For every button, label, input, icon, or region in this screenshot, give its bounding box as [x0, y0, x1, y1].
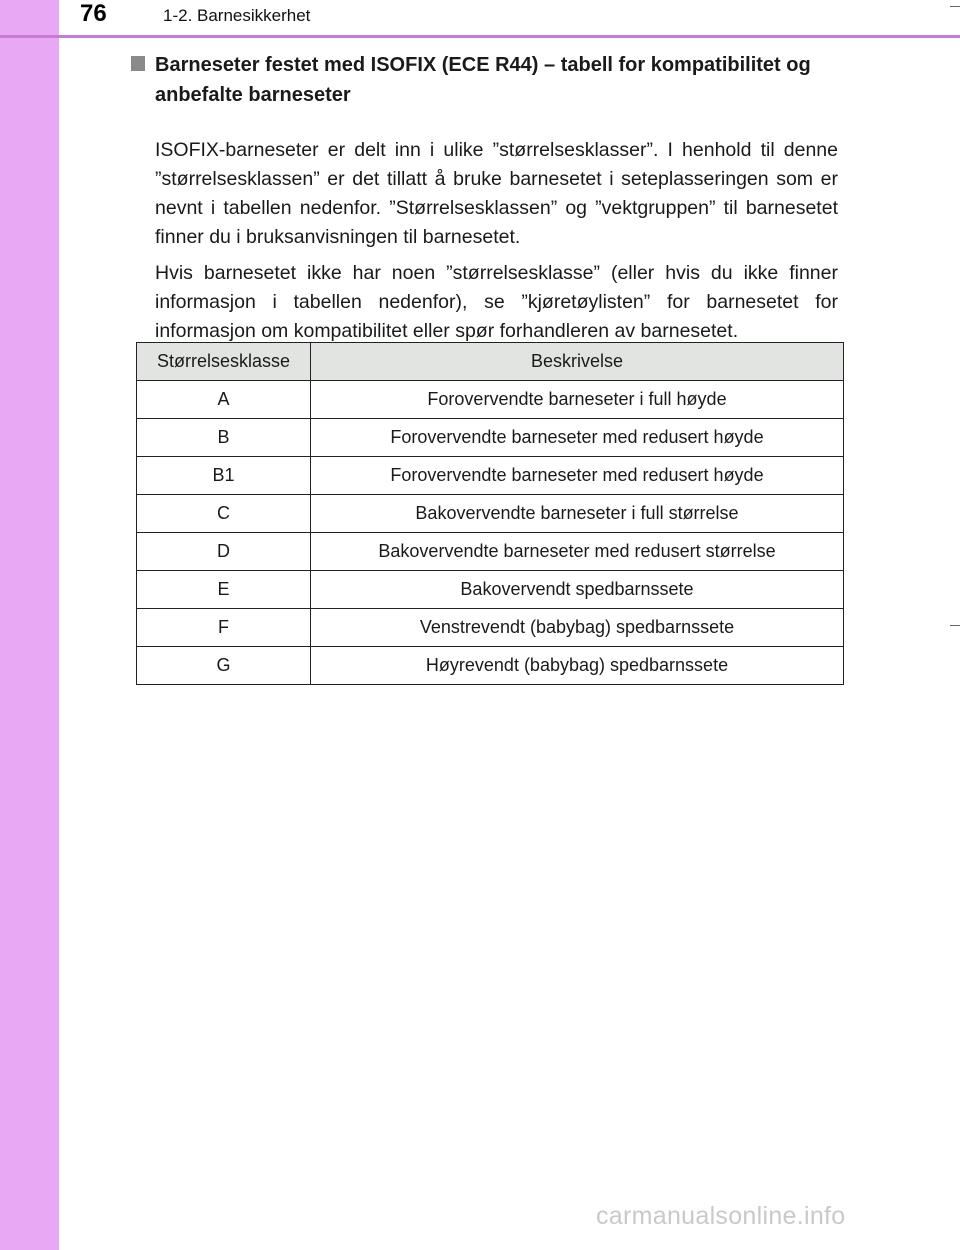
- table-row: [137, 647, 844, 685]
- header-rule: [0, 35, 960, 38]
- page-header: [0, 0, 960, 40]
- table-row: [137, 495, 844, 533]
- side-color-bar: [0, 0, 59, 1250]
- crop-mark-top: [950, 6, 960, 7]
- section-title: 1-2. Barnesikkerhet: [163, 6, 311, 25]
- page-number: 76: [80, 0, 107, 27]
- description-cell: Bakovervendte barneseter i full størrelse: [311, 495, 844, 533]
- section-heading: [131, 50, 841, 110]
- table-row: [137, 457, 844, 495]
- size-class-cell: B: [137, 419, 311, 457]
- column-header-description: Beskrivelse: [311, 343, 844, 381]
- column-header-size-class: Størrelsesklasse: [137, 343, 311, 381]
- crop-mark-middle: [950, 625, 960, 626]
- watermark: carmanualsonline.info: [596, 1202, 846, 1230]
- size-class-cell: B1: [137, 457, 311, 495]
- square-bullet-icon: [131, 56, 145, 71]
- table-row: [137, 381, 844, 419]
- description-cell: Venstrevendt (babybag) spedbarnssete: [311, 609, 844, 647]
- paragraph-no-size-class: Hvis barnesetet ikke har noen ”størrelsesklasse” (eller hvis du ikke finner informasjon i tabellen nedenfor), se ”kjøretøylisten” for barnesetet for informasjon om kompatibilitet eller spør forhandleren av barnesetet.: [155, 261, 838, 342]
- size-class-table: [136, 342, 844, 685]
- size-class-cell: E: [137, 571, 311, 609]
- table-row: [137, 571, 844, 609]
- size-class-cell: C: [137, 495, 311, 533]
- description-cell: Høyrevendt (babybag) spedbarnssete: [311, 647, 844, 685]
- size-class-cell: G: [137, 647, 311, 685]
- description-cell: Forovervendte barneseter med redusert høyde: [311, 457, 844, 495]
- paragraph-size-classes: ISOFIX-barneseter er delt inn i ulike ”størrelsesklasser”. I henhold til denne ”størrelsesklassen” er det tillatt å bruke barnesetet i seteplasseringen som er nevnt i tabellen nedenfor. ”Størrelsesklassen” og ”vektgruppen” til barnesetet finner du i bruksanvisningen til barnesetet.: [155, 138, 838, 248]
- table-row: [137, 419, 844, 457]
- table-row: [137, 609, 844, 647]
- description-cell: Forovervendte barneseter med redusert høyde: [311, 419, 844, 457]
- description-cell: Bakovervendte barneseter med redusert størrelse: [311, 533, 844, 571]
- section-heading-text: Barneseter festet med ISOFIX (ECE R44) – tabell for kompatibilitet og anbefalte barneseter: [155, 54, 811, 106]
- size-class-cell: D: [137, 533, 311, 571]
- size-class-cell: F: [137, 609, 311, 647]
- size-class-cell: A: [137, 381, 311, 419]
- description-cell: Bakovervendt spedbarnssete: [311, 571, 844, 609]
- table-row: [137, 533, 844, 571]
- description-cell: Forovervendte barneseter i full høyde: [311, 381, 844, 419]
- table-header-row: [137, 343, 844, 381]
